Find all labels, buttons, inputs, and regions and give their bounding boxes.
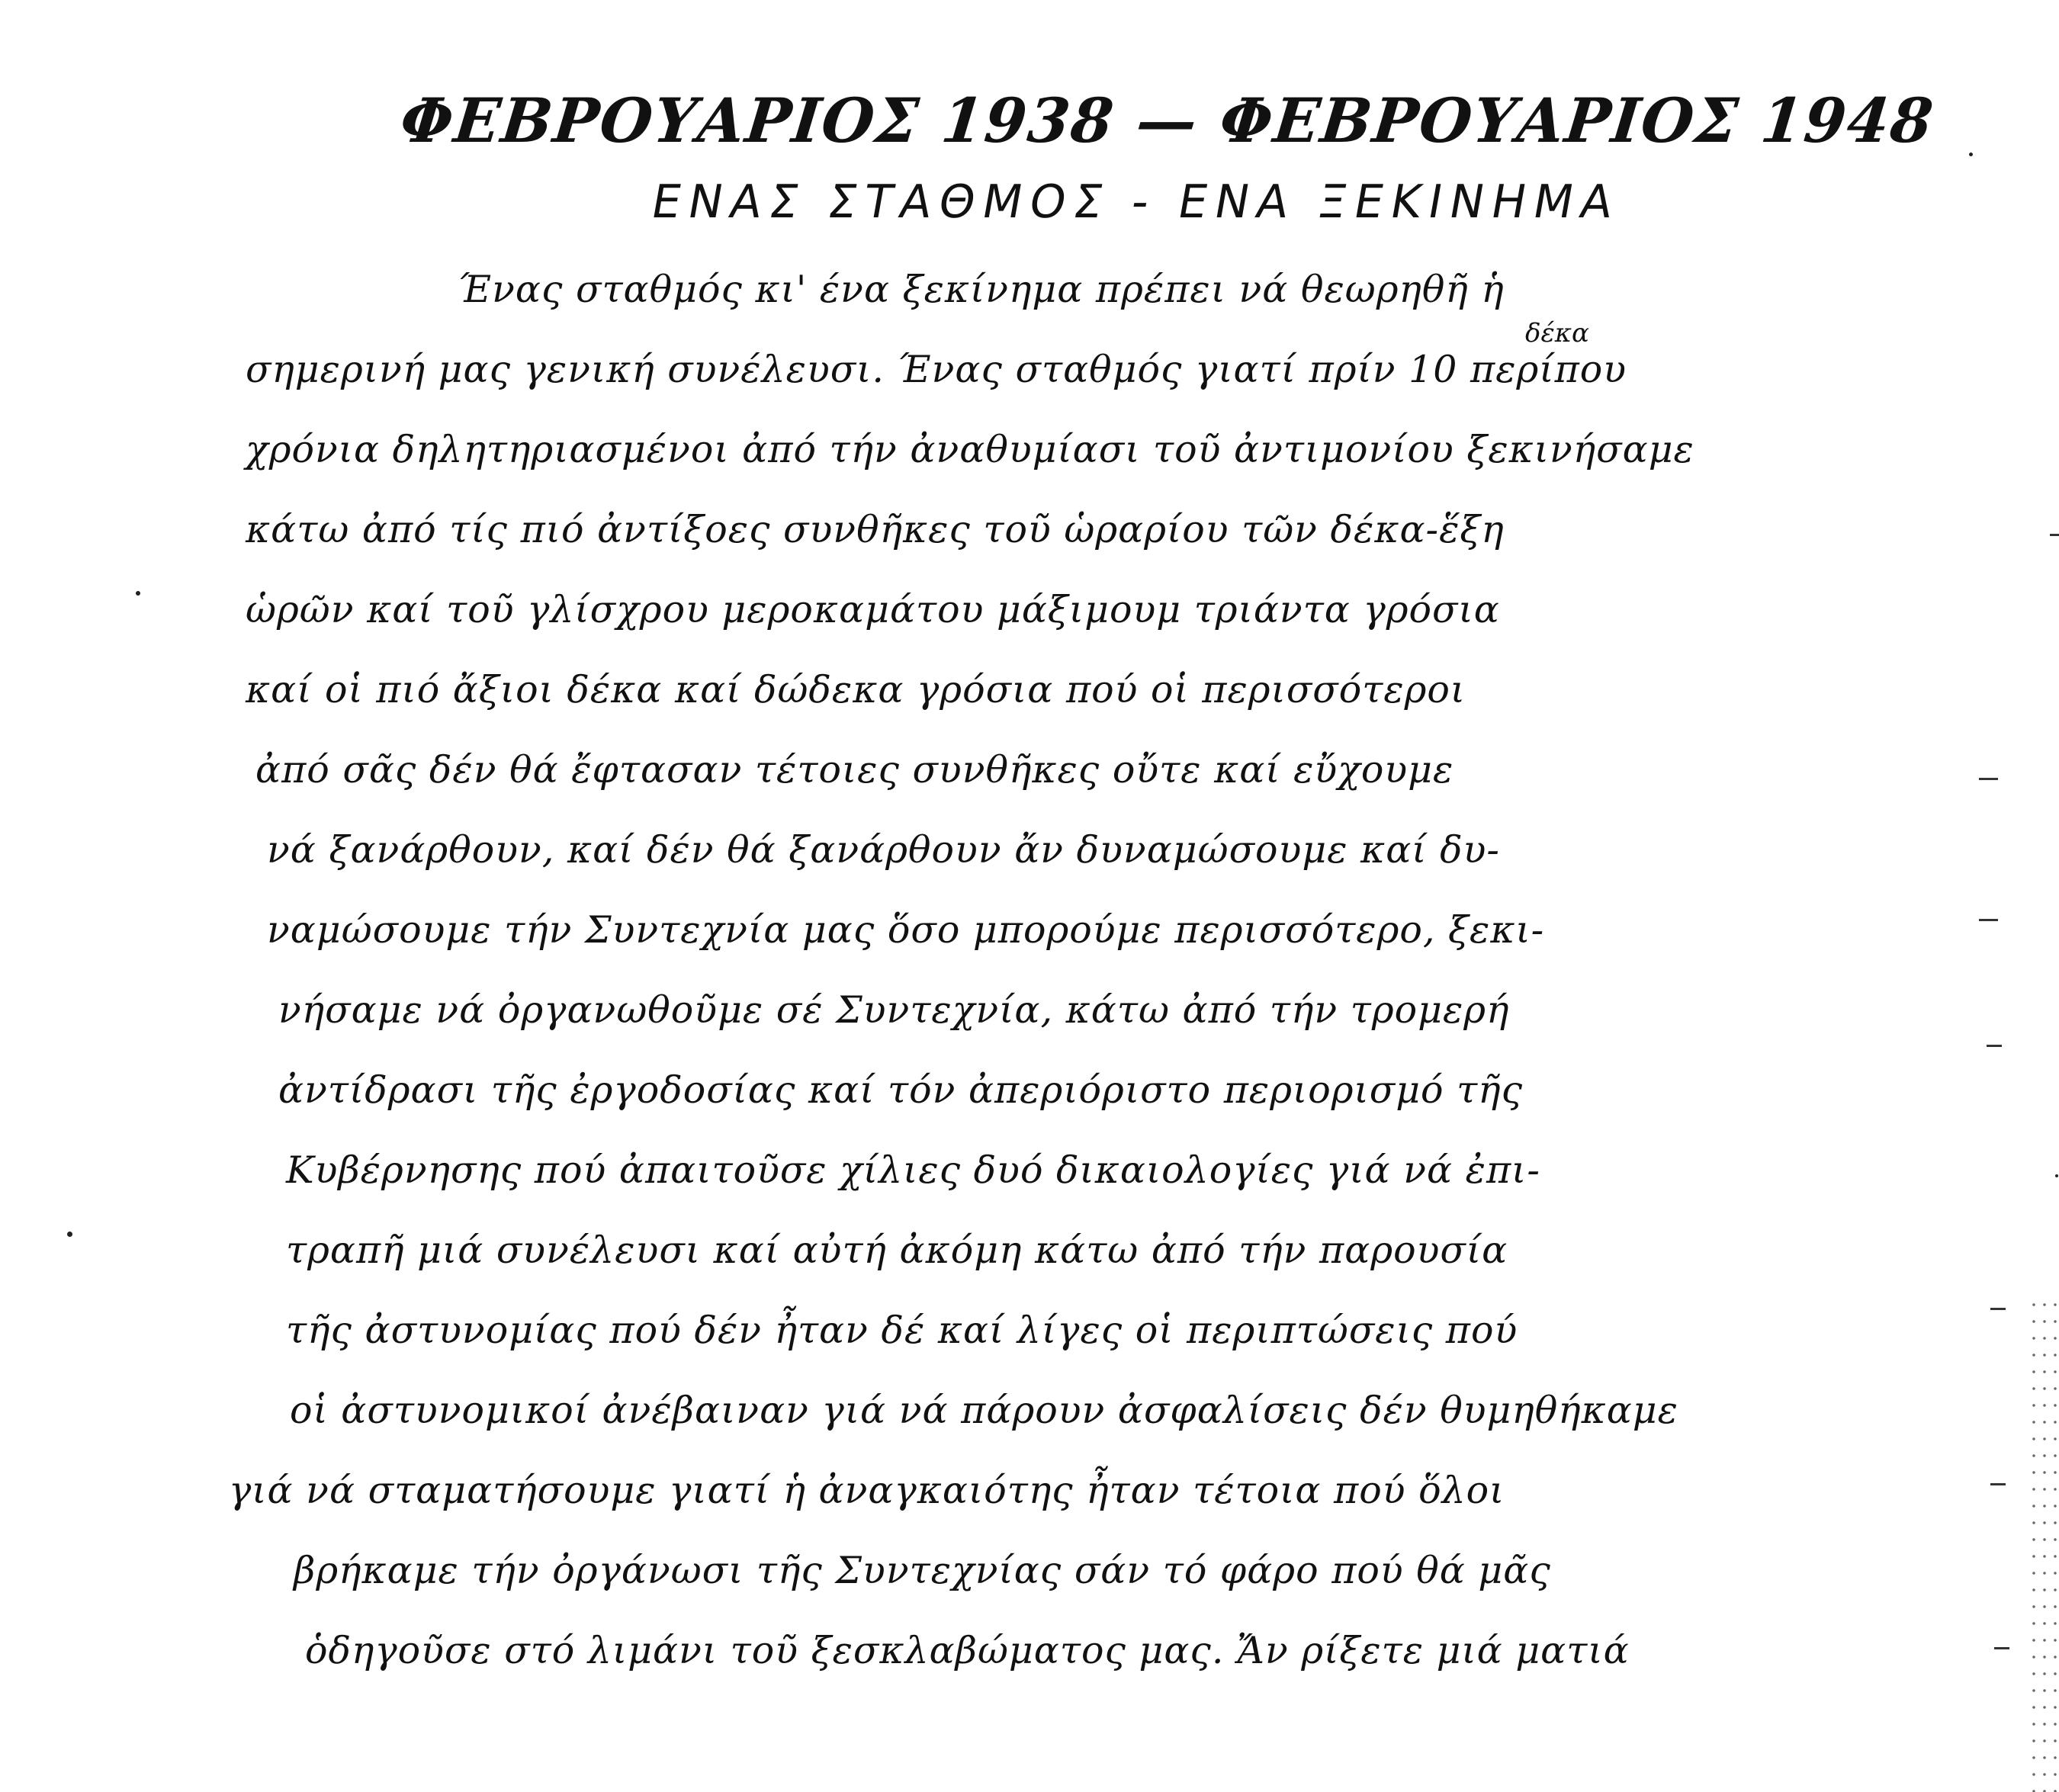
margin-tick <box>1990 1483 2006 1485</box>
page-subtitle: ΕΝΑΣ ΣΤΑΘΜΟΣ - ΕΝΑ ΞΕΚΙΝΗΜΑ <box>647 175 1625 229</box>
scan-edge-noise <box>2028 1296 2059 1792</box>
text-line: ὡρῶν καί τοῦ γλίσχρου μεροκαμάτου μάξιμουμ τριάντα γρόσια <box>246 588 1500 631</box>
text-line: κάτω ἀπό τίς πιό ἀντίξοες συνθῆκες τοῦ ὡραρίου τῶν δέκα-ἕξη <box>246 508 1505 551</box>
inserted-word: δέκα <box>1525 318 1589 348</box>
text-line: τῆς ἀστυνομίας πού δέν ἦταν δέ καί λίγες οἱ περιπτώσεις πού <box>286 1309 1518 1352</box>
text-line: Ένας σταθμός κι' ένα ξεκίνημα πρέπει νά θεωρηθῆ ἡ <box>458 268 1505 311</box>
margin-tick <box>1979 919 1998 921</box>
margin-tick <box>1994 1647 2009 1649</box>
margin-tick <box>2050 534 2059 536</box>
ink-speck <box>67 1232 72 1237</box>
text-line: τραπῆ μιά συνέλευσι καί αὐτή ἀκόμη κάτω ἀπό τήν παρουσία <box>286 1228 1508 1272</box>
text-line: Κυβέρνησης πού ἀπαιτοῦσε χίλιες δυό δικαιολογίες γιά νά ἐπι- <box>286 1148 1540 1192</box>
text-line: ναμώσουμε τήν Συντεχνία μας ὅσο μπορούμε περισσότερο, ξεκι- <box>267 908 1545 952</box>
text-line: νά ξανάρθουν, καί δέν θά ξανάρθουν ἄν δυναμώσουμε καί δυ- <box>267 828 1500 872</box>
text-line: οἱ ἀστυνομικοί ἀνέβαιναν γιά νά πάρουν ἀσφαλίσεις δέν θυμηθήκαμε <box>290 1389 1678 1432</box>
margin-tick <box>1979 778 1998 780</box>
text-line: βρήκαμε τήν ὀργάνωσι τῆς Συντεχνίας σάν τό φάρο πού θά μᾶς <box>294 1549 1551 1592</box>
text-line: γιά νά σταματήσουμε γιατί ἡ ἀναγκαιότης ἦταν τέτοια πού ὅλοι <box>229 1469 1505 1512</box>
text-line: χρόνια δηλητηριασμένοι ἀπό τήν ἀναθυμίασι τοῦ ἀντιμονίου ξεκινήσαμε <box>246 428 1694 471</box>
text-line: σημερινή μας γενική συνέλευσι. Ένας σταθμός γιατί πρίν 10 περίπου <box>246 348 1627 391</box>
margin-tick <box>1987 1045 2002 1047</box>
ink-speck <box>1969 153 1973 156</box>
ink-speck <box>136 591 140 596</box>
text-line: ἀπό σᾶς δέν θά ἔφτασαν τέτοιες συνθῆκες οὔτε καί εὔχουμε <box>255 748 1454 792</box>
margin-tick <box>1990 1308 2006 1310</box>
text-line: ἀντίδρασι τῆς ἐργοδοσίας καί τόν ἀπεριόριστο περιορισμό τῆς <box>278 1068 1524 1112</box>
text-line: νήσαμε νά ὀργανωθοῦμε σέ Συντεχνία, κάτω ἀπό τήν τρομερή <box>278 988 1510 1032</box>
text-line: ὁδηγοῦσε στό λιμάνι τοῦ ξεσκλαβώματος μας. Ἄν ρίξετε μιά ματιά <box>305 1629 1630 1672</box>
text-line: καί οἱ πιό ἄξιοι δέκα καί δώδεκα γρόσια πού οἱ περισσότεροι <box>246 668 1466 711</box>
page-title: ΦΕΒΡΟΥΑΡΙΟΣ 1938 — ΦΕΒΡΟΥΑΡΙΟΣ 1948 <box>397 85 1938 156</box>
ink-speck <box>2055 1174 2058 1177</box>
